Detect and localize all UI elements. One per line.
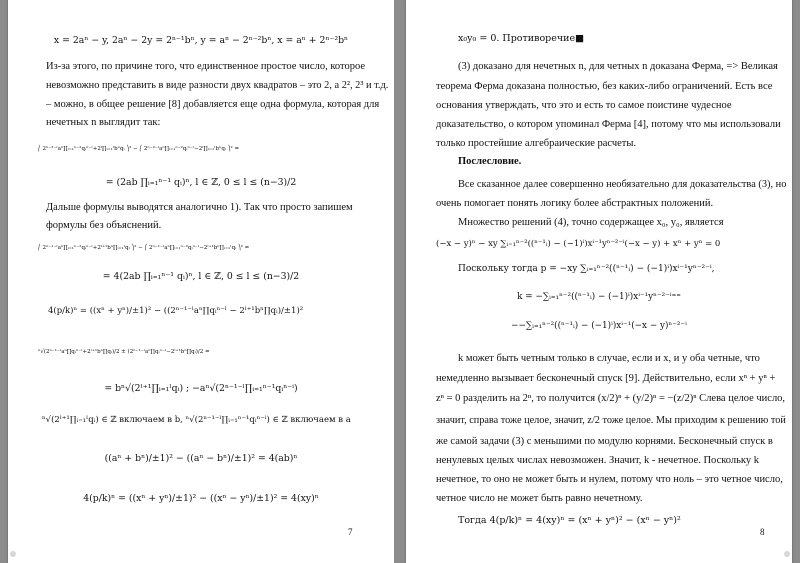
formula-line: ⁿ√(2ⁿ⁻¹⁻ˡaⁿ∏qᵢⁿ⁻ˡ+2ˡ⁺¹bⁿ∏qᵢ)/2 ± (2ⁿ⁻¹⁻ˡaⁿ∏qᵢⁿ⁻ˡ−2ˡ⁺¹bⁿ∏qᵢ)/2 = bbox=[38, 349, 210, 355]
page-corner-mark bbox=[10, 551, 16, 557]
formula-line: Поскольку тогда p = −xy ∑ᵢ₌₁ⁿ⁻²((ⁿ⁻¹ᵢ) − (−1)ⁱ)xⁱ⁻¹yⁿ⁻²⁻ⁱ, bbox=[458, 264, 715, 274]
formula-line: (−x − y)ⁿ − xy ∑ᵢ₌₁ⁿ⁻²((ⁿ⁻¹ᵢ) − (−1)ⁱ)xⁱ⁻¹yⁿ⁻²⁻ⁱ(−x − y) + xⁿ + yⁿ = 0 bbox=[436, 239, 721, 249]
formula-line: = 4(2ab ∏ᵢ₌₁ⁿ⁻¹ qᵢ)ⁿ, l ∈ ℤ, 0 ≤ l ≤ (n−3)/2 bbox=[102, 271, 300, 282]
page-number: 7 bbox=[348, 527, 353, 537]
text-line: четное число не может быть равно нечетному. bbox=[436, 493, 643, 504]
text-line: формулы без объяснений. bbox=[46, 220, 162, 231]
formula-line: x = 2aⁿ − y, 2aⁿ − 2y = 2ⁿ⁻¹bⁿ, y = aⁿ − 2ⁿ⁻²bⁿ, x = aⁿ + 2ⁿ⁻²bⁿ bbox=[53, 35, 349, 46]
formula-line: ⁿ√(2ˡ⁺¹∏ᵢ₌₁ˡqᵢ) ∈ ℤ включаем в b, ⁿ√(2ⁿ⁻¹⁻ˡ∏ᵢ₌₁ⁿ⁻¹qᵢⁿ⁻ⁱ) ∈ ℤ включаем в a bbox=[42, 415, 351, 425]
text-line: Все сказанное далее совершенно необязательно для доказательства (3), но bbox=[458, 179, 787, 190]
formula-line: = bⁿ√(2ˡ⁺¹∏ᵢ₌₁ˡqᵢ) ; −aⁿ√(2ⁿ⁻¹⁻ˡ∏ᵢ₌₁ⁿ⁻¹qᵢⁿ⁻ⁱ) bbox=[104, 383, 298, 394]
text-line: Дальше формулы выводятся аналогично 1). Так что просто запишем bbox=[46, 202, 353, 213]
formula-line: x₀y₀ = 0. Противоречие■ bbox=[458, 33, 585, 44]
section-heading: Послесловие. bbox=[458, 156, 522, 167]
text-line: очень помогает понять логику более абстрактных положений. bbox=[436, 198, 714, 209]
text-line: значит, справа тоже целое, значит, z/2 тоже целое. Мы приходим к решению той bbox=[436, 415, 786, 426]
text-line: нечетное, то оно не может быть и нулем, потому что ноль – это четное число, bbox=[436, 474, 783, 485]
text-line: же самой задачи (3) с меньшими по модулю корнями. Бесконечный спуск в bbox=[436, 436, 773, 447]
formula-line: k = −∑ᵢ₌₁ⁿ⁻²((ⁿ⁻¹ᵢ) − (−1)ⁱ)xⁱ⁻¹yⁿ⁻²⁻ⁱ⁼⁼ bbox=[517, 292, 681, 302]
text-line: теорема Ферма доказана полностью, без каких-либо ограничений. Есть все bbox=[436, 81, 773, 92]
formula-line: Тогда 4(p/k)ⁿ = 4(xy)ⁿ = (xⁿ + yⁿ)² − (xⁿ − yⁿ)² bbox=[458, 515, 681, 526]
page-corner-mark bbox=[784, 551, 790, 557]
formula-line: 4(p/k)ⁿ = ((xⁿ + yⁿ)/±1)² − ((2ⁿ⁻¹⁻ˡaⁿ∏qᵢⁿ⁻ˡ − 2ˡ⁺¹bⁿ∏qᵢ)/±1)² bbox=[48, 306, 304, 316]
text-line: невозможно представить в виде разности двух квадратов – это 2, а 2², 2³ и т.д. bbox=[46, 80, 389, 91]
text-line: ненулевых целых числах невозможен. Значит, k - нечетное. Поскольку k bbox=[436, 455, 760, 466]
text-line: Из-за этого, по причине того, что единственное простое число, которое bbox=[46, 61, 365, 72]
page-8 bbox=[406, 0, 792, 563]
text-line: только простейшие алгебраические расчеты. bbox=[436, 138, 637, 149]
text-line: – можно, в общее решение [8] добавляется еще одна формула, которая для bbox=[46, 99, 380, 110]
text-line: доказательство, о котором упоминал Ферма [4], потому что мы использовали bbox=[436, 119, 781, 130]
text-line: zⁿ = 0 разделить на 2ⁿ, то получится (x/2)ⁿ + (y/2)ⁿ = −(z/2)ⁿ Слева целое число, bbox=[436, 393, 786, 404]
text-line: k может быть четным только в случае, если и x, и y оба четные, что bbox=[458, 353, 760, 364]
text-line: Множество решений (4), точно содержащее x₀, y₀, является bbox=[458, 217, 724, 228]
text-line: немедленно вызывает бесконечный спуск [9]. Действительно, если xⁿ + yⁿ + bbox=[436, 373, 776, 384]
text-line: основания утверждать, что это и есть то самое поистине чудесное bbox=[436, 100, 732, 111]
formula-line: ((aⁿ + bⁿ)/±1)² − ((aⁿ − bⁿ)/±1)² = 4(ab)ⁿ bbox=[104, 453, 298, 464]
formula-line: ⎛ 2ⁿ⁻²⁻ˡaⁿ∏ᵢ₌₁ⁿ⁻²qᵢⁿ⁻ˡ+2ˡ∏ᵢ₌₁ˡbⁿqᵢ ⎞² − ⎛ 2ⁿ⁻²⁻ˡaⁿ∏ᵢ₌₁ⁿ⁻²qᵢⁿ⁻ˡ−2ˡ∏ᵢ₌₁ˡbⁿqᵢ ⎞² = bbox=[38, 146, 240, 152]
formula-line: 4(p/k)ⁿ = ((xⁿ + yⁿ)/±1)² − ((xⁿ − yⁿ)/±1)² = 4(xy)ⁿ bbox=[83, 493, 319, 504]
formula-line: ⎛ 2ⁿ⁻¹⁻ˡaⁿ∏ᵢ₌₁ⁿ⁻²qᵢⁿ⁻ˡ+2ˡ⁺¹bⁿ∏ᵢ₌₁ˡqᵢ ⎞² − ⎛ 2ⁿ⁻¹⁻ˡaⁿ∏ᵢ₌₁ⁿ⁻²qᵢⁿ⁻ˡ−2ˡ⁺¹bⁿ∏ᵢ₌₁ˡqᵢ ⎞² = bbox=[38, 245, 250, 251]
page-gap bbox=[394, 0, 406, 563]
formula-line: −−∑ᵢ₌₁ⁿ⁻²((ⁿ⁻¹ᵢ) − (−1)ⁱ)xⁱ⁻¹(−x − y)ⁿ⁻²⁻ⁱ bbox=[511, 321, 687, 331]
page-7 bbox=[8, 0, 394, 563]
page-number: 8 bbox=[760, 527, 765, 537]
text-line: (3) доказано для нечетных n, для четных n доказана Ферма, => Великая bbox=[458, 61, 778, 72]
text-line: нечетных n выглядит так: bbox=[46, 117, 161, 128]
formula-line: = (2ab ∏ᵢ₌₁ⁿ⁻¹ qᵢ)ⁿ, l ∈ ℤ, 0 ≤ l ≤ (n−3)/2 bbox=[105, 177, 297, 188]
